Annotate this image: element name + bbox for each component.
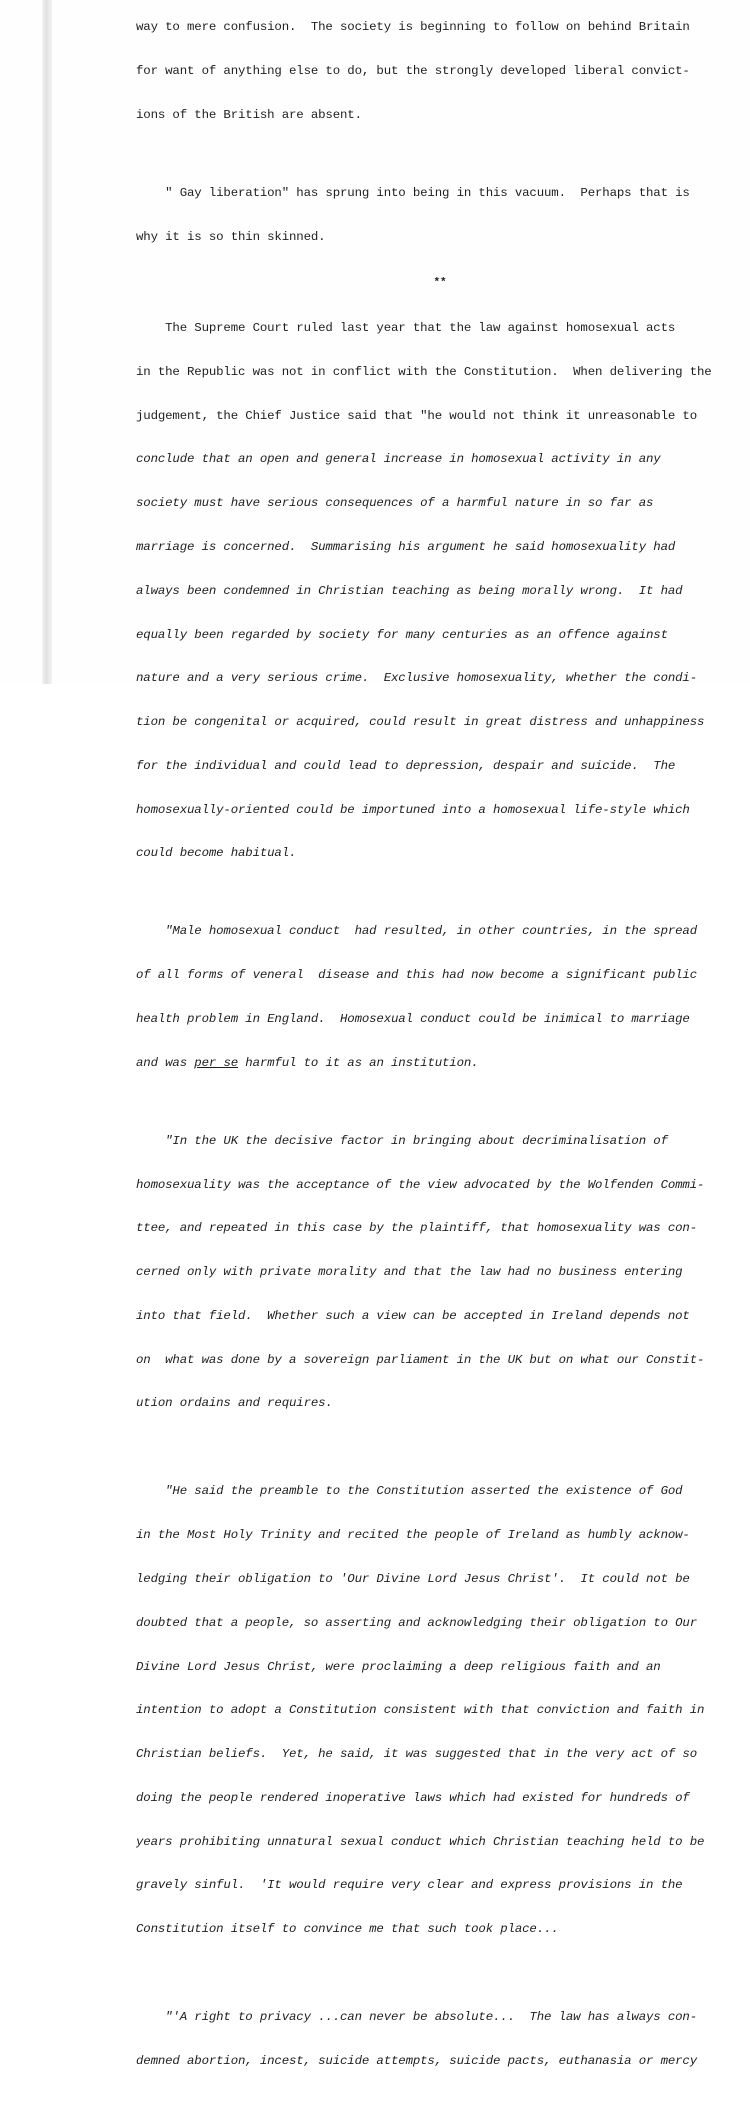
text-line: ions of the British are absent.: [136, 107, 362, 122]
text-line: health problem in England. Homosexual conduct could be inimical to marriage: [136, 1011, 690, 1026]
text-line: doubted that a people, so asserting and acknowledging their obligation to Our: [136, 1615, 697, 1630]
text-line: for want of anything else to do, but the strongly developed liberal convict-: [136, 63, 690, 78]
text-line: "Male homosexual conduct had resulted, in other countries, in the spread: [136, 924, 697, 939]
text-line: for the individual and could lead to depression, despair and suicide. The: [136, 758, 676, 773]
text-line: " Gay liberation" has sprung into being in this vacuum. Perhaps that is: [136, 185, 690, 200]
text-line: years prohibiting unnatural sexual conduct which Christian teaching held to be: [136, 1834, 705, 1849]
text-line: way to mere confusion. The society is beginning to follow on behind Britain: [136, 20, 690, 35]
text-line: "'A right to privacy ...can never be absolute... The law has always con-: [136, 2010, 697, 2025]
text-line: always been condemned in Christian teaching as being morally wrong. It had: [136, 583, 683, 598]
underlined-phrase: per se: [194, 1055, 239, 1070]
text-line: intention to adopt a Constitution consistent with that conviction and faith in: [136, 1703, 705, 1718]
text-line: tion be congenital or acquired, could result in great distress and unhappiness: [136, 715, 705, 730]
text-line: of all forms of veneral disease and this had now become a significant public: [136, 968, 697, 983]
text-line: conclude that an open and general increase in homosexual activity in any: [136, 452, 661, 467]
paragraph-uk-factor: [136, 1105, 720, 1441]
text-line: gravely sinful. 'It would require very clear and express provisions in the: [136, 1878, 683, 1893]
text-line: cerned only with private morality and that the law had no business entering: [136, 1265, 683, 1280]
text-line: on what was done by a sovereign parliament in the UK but on what our Constit-: [136, 1352, 705, 1367]
text-line: The Supreme Court ruled last year that the law against homosexual acts: [136, 321, 676, 336]
text-line: and was per se harmful to it as an institution.: [136, 1055, 479, 1070]
text-line: could become habitual.: [136, 846, 297, 861]
text-line: "In the UK the decisive factor in bringing about decriminalisation of: [136, 1133, 668, 1148]
page-edge-shadow: [42, 0, 52, 684]
text-line: ttee, and repeated in this case by the plaintiff, that homosexuality was con-: [136, 1221, 697, 1236]
text-line: marriage is concerned. Summarising his argument he said homosexuality had: [136, 539, 676, 554]
paragraph-gay-liberation: [136, 157, 720, 274]
paragraph-preamble: [136, 1455, 720, 1966]
text-line: society must have serious consequences of a harmful nature in so far as: [136, 496, 654, 511]
text-line: ledging their obligation to 'Our Divine Lord Jesus Christ'. It could not be: [136, 1571, 690, 1586]
text-line: Christian beliefs. Yet, he said, it was suggested that in the very act of so: [136, 1747, 697, 1762]
text-line: nature and a very serious crime. Exclusive homosexuality, whether the condi-: [136, 671, 697, 686]
text-line: equally been regarded by society for many centuries as an offence against: [136, 627, 668, 642]
paragraph-male-conduct: [136, 895, 720, 1099]
text-line: ution ordains and requires.: [136, 1396, 333, 1411]
text-line: homosexuality was the acceptance of the view advocated by the Wolfenden Commi-: [136, 1177, 705, 1192]
text-line: Constitution itself to convince me that such took place...: [136, 1922, 559, 1937]
text-line: into that field. Whether such a view can be accepted in Ireland depends not: [136, 1308, 690, 1323]
text-line: in the Republic was not in conflict with the Constitution. When delivering the: [136, 364, 712, 379]
text-line: why it is so thin skinned.: [136, 229, 326, 244]
text-line: doing the people rendered inoperative laws which had existed for hundreds of: [136, 1790, 690, 1805]
text-line: in the Most Holy Trinity and recited the people of Ireland as humbly acknow-: [136, 1528, 690, 1543]
text-line: demned abortion, incest, suicide attempts, suicide pacts, euthanasia or mercy: [136, 2053, 697, 2068]
paragraph-supreme-court: [136, 292, 720, 890]
document-body: [136, 0, 720, 2103]
paragraph-gap: [136, 1445, 720, 1455]
paragraph-intro-end: [136, 0, 720, 152]
text-line: "He said the preamble to the Constitution asserted the existence of God: [136, 1484, 683, 1499]
paragraph-privacy: [136, 1981, 720, 2098]
section-separator: **: [433, 277, 447, 290]
text-line: homosexually-oriented could be importuned into a homosexual life-style which: [136, 802, 690, 817]
paragraph-gap: [136, 1971, 720, 1981]
text-line: Divine Lord Jesus Christ, were proclaiming a deep religious faith and an: [136, 1659, 661, 1674]
text-line: judgement, the Chief Justice said that "he would not think it unreasonable to: [136, 408, 697, 423]
